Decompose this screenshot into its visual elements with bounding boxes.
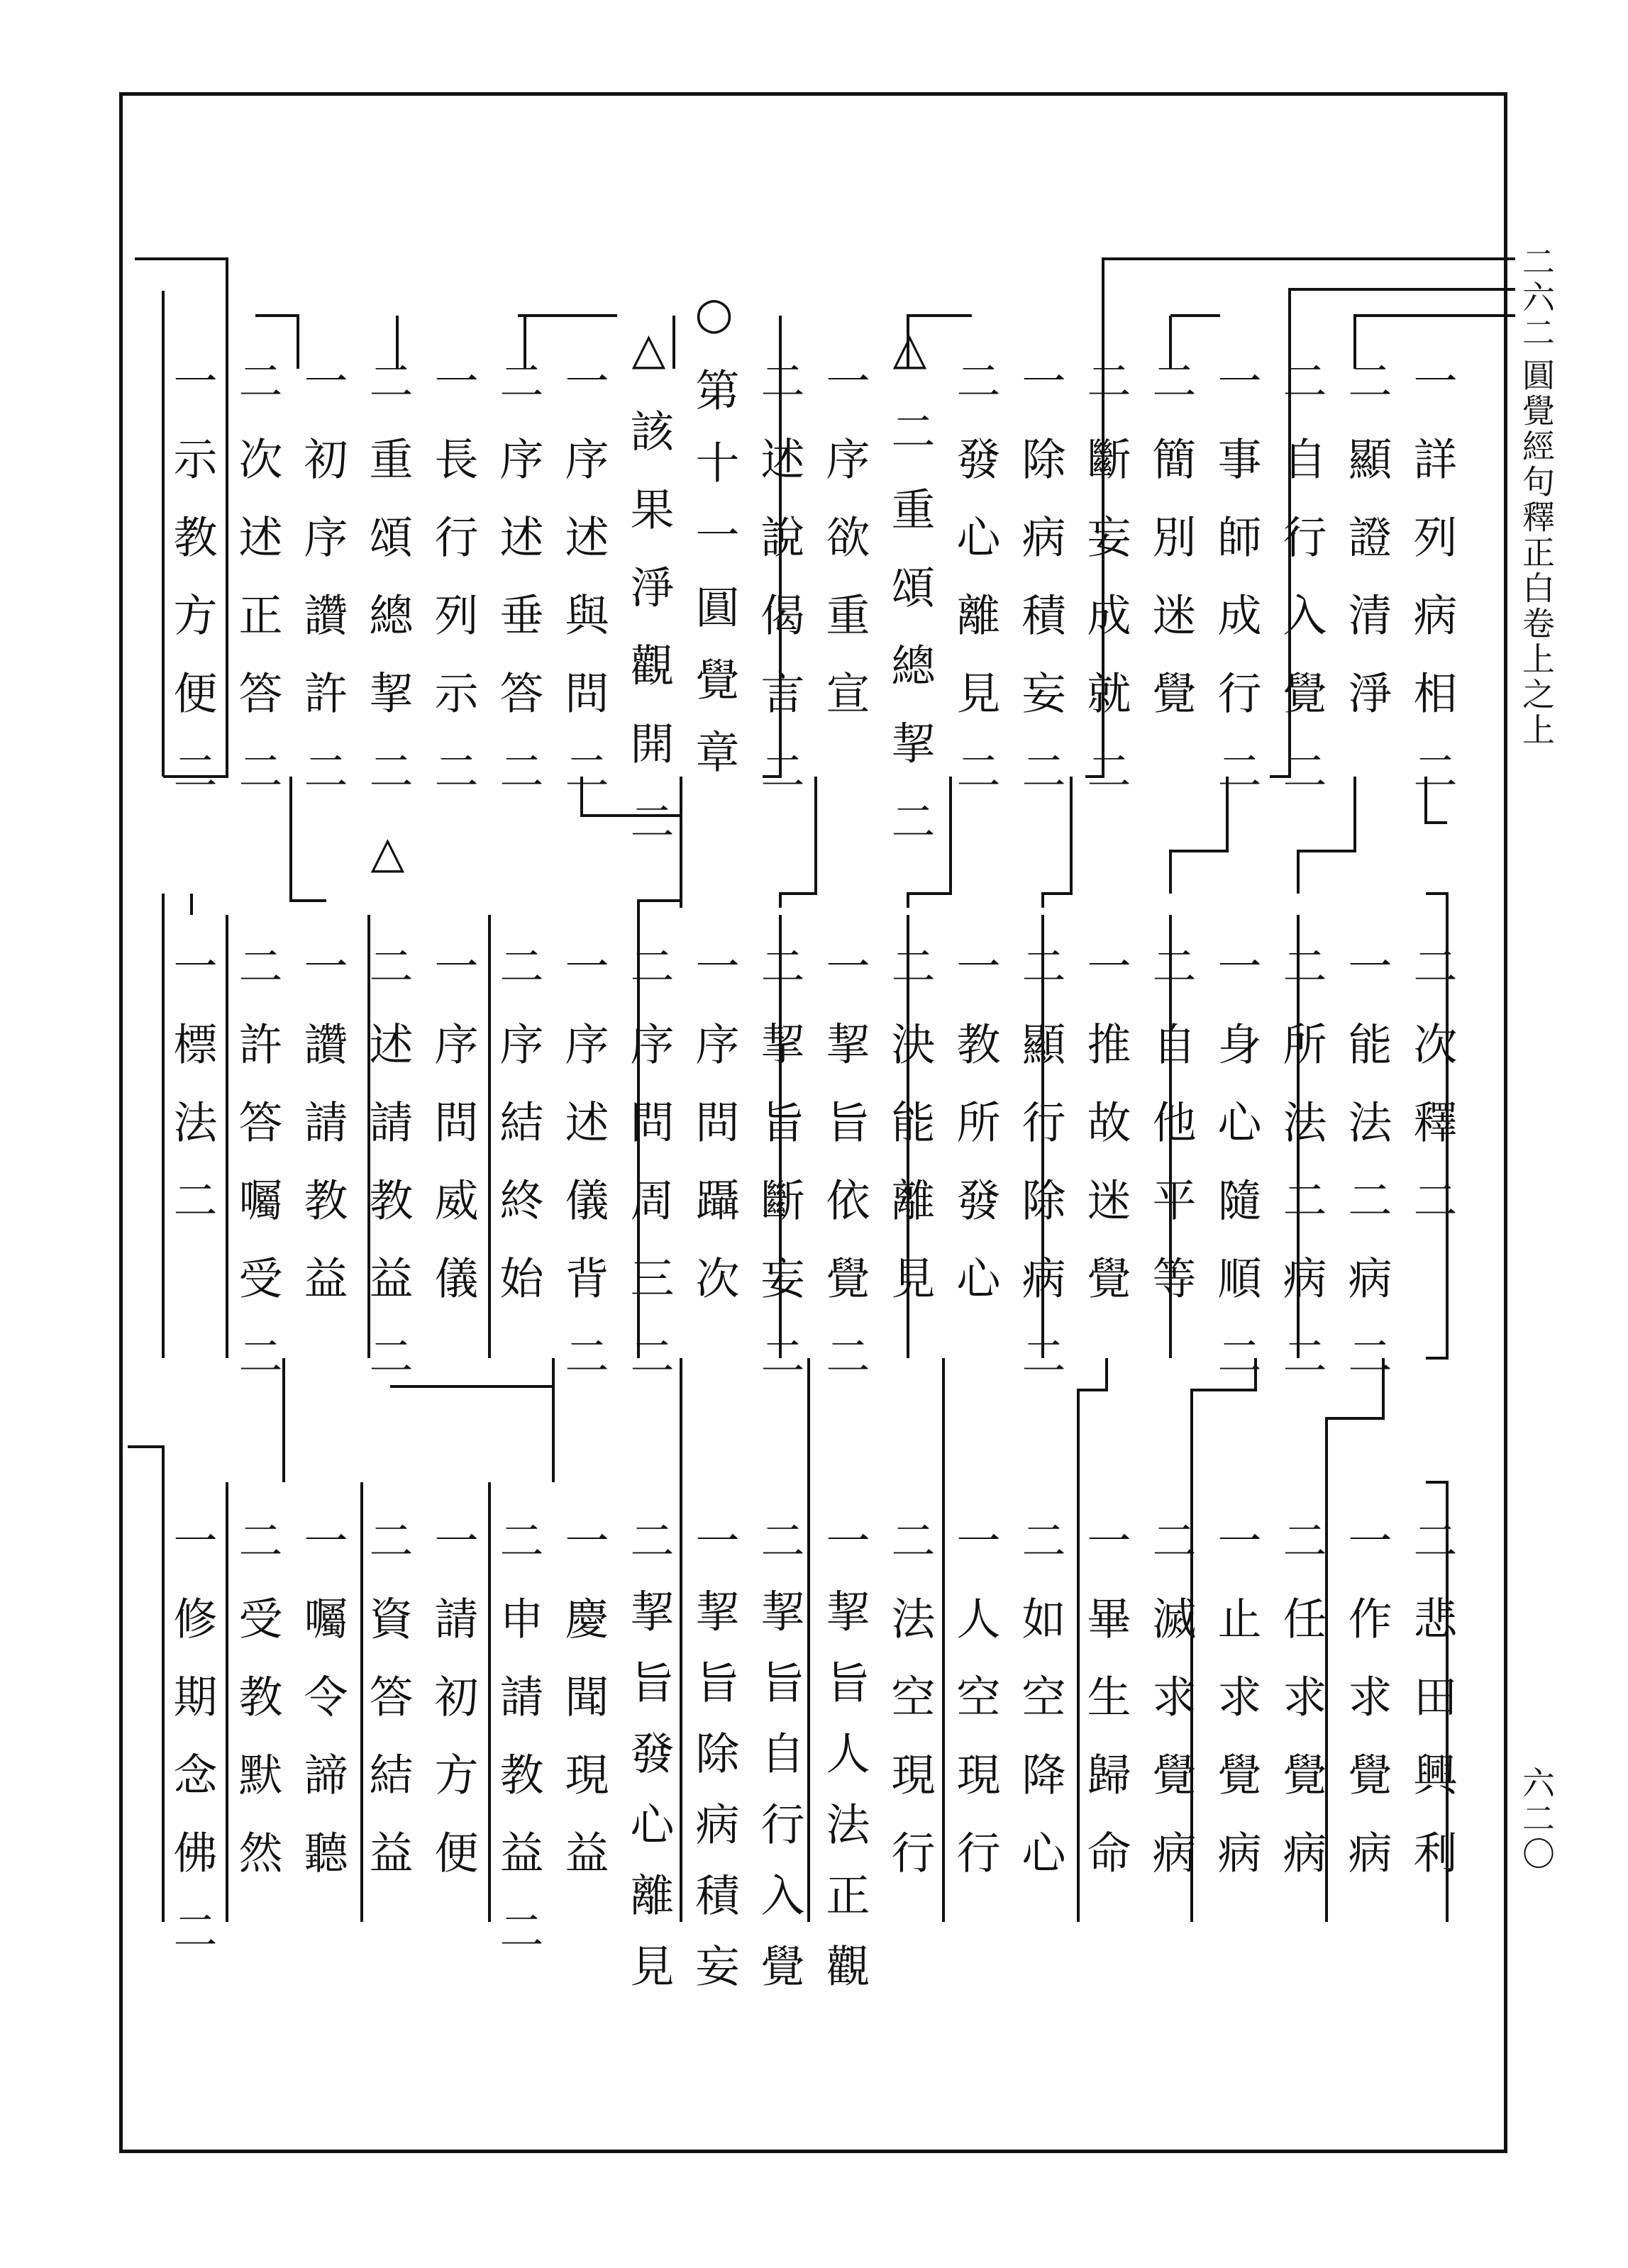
outline-entry: 二重頌總挈二△ — [362, 358, 414, 912]
outline-entry: 一挈旨依覺二 — [819, 943, 870, 1411]
outline-entry: 二任求覺病 — [1275, 1518, 1327, 1908]
outline-entry: 二資答結益 — [362, 1518, 414, 1908]
outline-entry: 二斷妄成就二 — [1080, 358, 1131, 826]
outline-entry: 一修期念佛二 — [166, 1518, 218, 1986]
outline-entry: 一慶聞現益 — [558, 1518, 609, 1908]
outline-entry: 二挈旨自行入覺 — [753, 1518, 805, 2014]
outline-entry: 一止求覺病 — [1210, 1518, 1262, 1908]
outline-entry: 二悲田興利 — [1406, 1518, 1458, 1908]
outline-entry: 二序述垂答二 — [492, 358, 544, 826]
outline-entry: 二滅求覺病 — [1145, 1518, 1197, 1908]
outline-entry: 一詳列病相二 — [1406, 358, 1458, 826]
outline-entry: 一示教方便二 — [166, 358, 218, 826]
outline-entry: 二法空現行 — [884, 1518, 936, 1908]
outline-entry: 一序欲重宣 — [819, 358, 870, 748]
outline-entry: 一囑令諦聽 — [297, 1518, 348, 1908]
chapter-heading: ○第十一圓覺章 — [688, 287, 740, 801]
outline-entry: 二顯證清淨 — [1341, 358, 1392, 748]
outline-entry: △該果淨觀開二 — [623, 323, 675, 877]
outline-entry: 一除病積妄二 — [1014, 358, 1066, 826]
outline-entry: 一能法二病二 — [1341, 943, 1392, 1411]
outline-entry: 二發心離見二 — [949, 358, 1001, 826]
outline-entry: 二次述正答二 — [231, 358, 283, 826]
outline-entry: 一長行列示二 — [427, 358, 479, 826]
outline-entry: 一推故迷覺 — [1080, 943, 1131, 1333]
book-title: 圓覺經句釋正白卷上之上 — [1517, 358, 1556, 748]
outline-entry: 二受教默然 — [231, 1518, 283, 1908]
outline-entry: 二序結終始 — [492, 943, 544, 1333]
outline-entry: 一畢生歸命 — [1080, 1518, 1131, 1908]
outline-entry: 一初序讚許二 — [297, 358, 348, 826]
outline-entry: 二述請教益二 — [362, 943, 414, 1411]
outline-entry: 二序問周三二 — [623, 943, 675, 1411]
outline-entry: 二如空降心 — [1014, 1518, 1066, 1908]
outline-entry: 一教所發心 — [949, 943, 1001, 1333]
page-number: 六二〇 — [1517, 1766, 1556, 1872]
outline-entry: 二決能離見 — [884, 943, 936, 1333]
outline-entry: 二次釋二 — [1406, 943, 1458, 1255]
outline-entry: 二挈旨發心離見 — [623, 1518, 675, 2014]
outline-entry: 一作求覺病 — [1341, 1518, 1392, 1908]
outline-entry: 一序述與問二 — [558, 358, 609, 826]
outline-entry: 一人空現行 — [949, 1518, 1001, 1908]
sheet-number: 二六二 — [1517, 245, 1556, 351]
outline-entry: 二自他平等 — [1145, 943, 1197, 1333]
outline-entry: 一挈旨除病積妄 — [688, 1518, 740, 2014]
outline-entry: 一序述儀背二 — [558, 943, 609, 1411]
outline-entry: 一挈旨人法正觀 — [819, 1518, 870, 2014]
outline-entry: 二簡別迷覺 — [1145, 358, 1197, 748]
outline-entry: 一請初方便 — [427, 1518, 479, 1908]
outline-entry: 二挈旨斷妄二 — [753, 943, 805, 1411]
outline-entry: 一序問威儀 — [427, 943, 479, 1333]
outline-entry: 二許答囑受二 — [231, 943, 283, 1411]
outline-entry: 二申請教益二 — [492, 1518, 544, 1986]
outline-entry: 二自行入覺二 — [1275, 358, 1327, 826]
outline-entry: 二所法二病二 — [1275, 943, 1327, 1411]
outline-entry: 一事師成行二 — [1210, 358, 1262, 826]
outline-entry: 一身心隨順二 — [1210, 943, 1262, 1411]
outline-entry: △二重頌總挈二 — [884, 323, 936, 877]
outline-entry: 二述說偈言二 — [753, 358, 805, 826]
outline-entry: 一序問躡次 — [688, 943, 740, 1333]
outline-entry: 一標法二 — [166, 943, 218, 1255]
outline-entry: 二顯行除病二 — [1014, 943, 1066, 1411]
outline-entry: 一讚請教益 — [297, 943, 348, 1333]
